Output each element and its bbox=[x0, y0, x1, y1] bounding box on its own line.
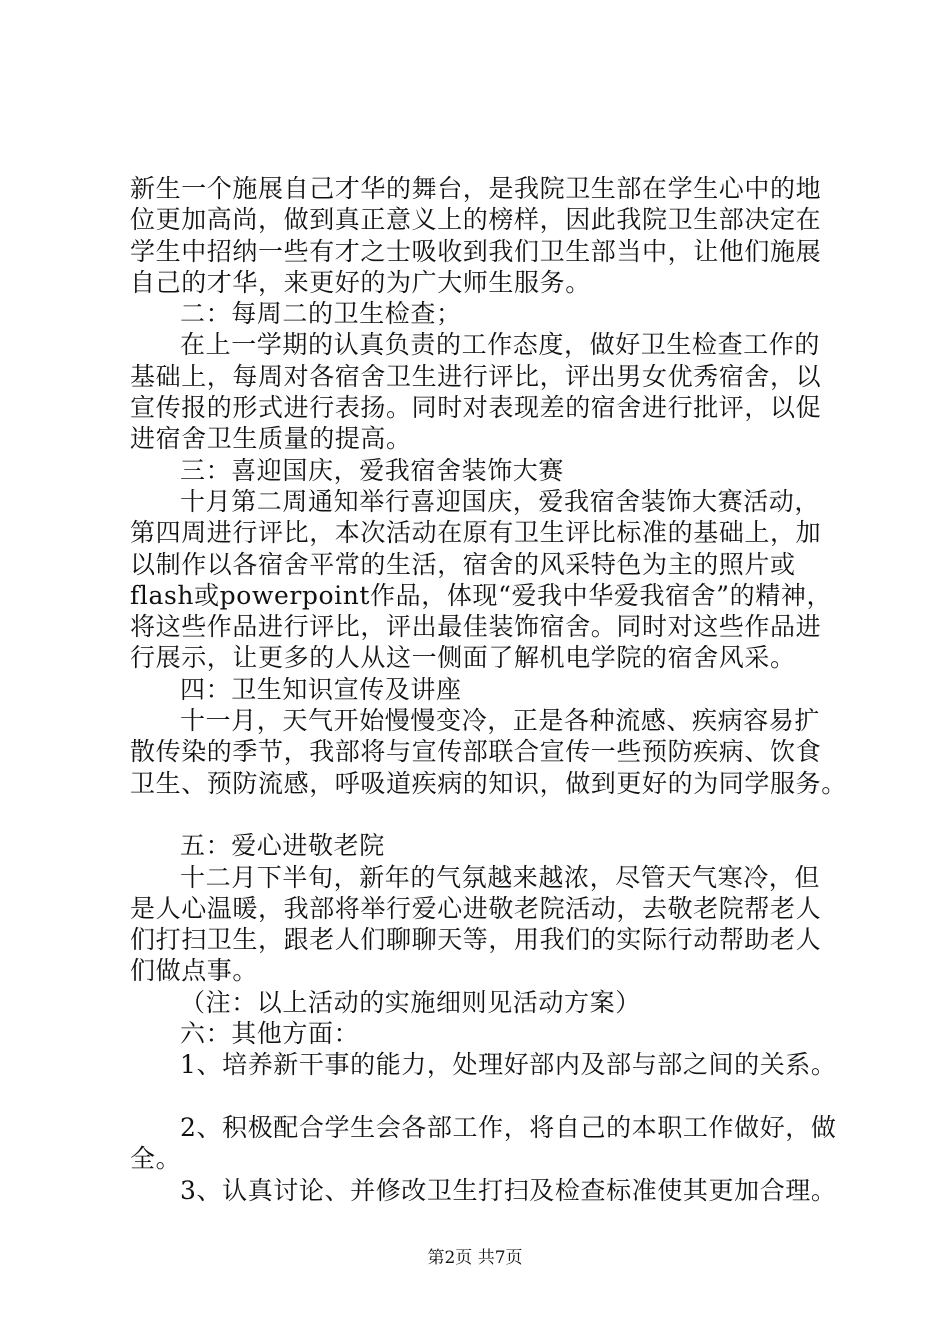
paragraph-line: 散传染的季节，我部将与宣传部联合宣传一些预防疾病、饮食 bbox=[130, 737, 822, 767]
paragraph-line: 行展示，让更多的人从这一侧面了解机电学院的宿舍风采。 bbox=[130, 643, 796, 673]
paragraph-line: 新生一个施展自己才华的舞台，是我院卫生部在学生心中的地 bbox=[130, 174, 822, 203]
note-line: （注：以上活动的实施细则见活动方案） bbox=[180, 987, 641, 1017]
list-item: 1、培养新干事的能力，处理好部内及部与部之间的关系。 bbox=[180, 1050, 837, 1080]
page-number-label: 第2页 共7页 bbox=[427, 1248, 523, 1268]
paragraph-line: 学生中招纳一些有才之士吸收到我们卫生部当中，让他们施展 bbox=[130, 236, 822, 266]
list-item: 3、认真讨论、并修改卫生打扫及检查标准使其更加合理。 bbox=[180, 1175, 837, 1205]
paragraph-line: 进宿舍卫生质量的提高。 bbox=[130, 424, 412, 454]
paragraph-line: 卫生、预防流感，呼吸道疾病的知识，做到更好的为同学服务。 bbox=[130, 768, 847, 798]
paragraph-line: 们做点事。 bbox=[130, 956, 259, 986]
paragraph-line: 将这些作品进行评比，评出最佳装饰宿舍。同时对这些作品进 bbox=[130, 612, 822, 642]
paragraph-line: 全。 bbox=[130, 1144, 182, 1174]
paragraph-line: 自己的才华，来更好的为广大师生服务。 bbox=[130, 267, 591, 297]
section-heading: 五：爱心进敬老院 bbox=[180, 831, 385, 861]
paragraph-line: 是人心温暖，我部将举行爱心进敬老院活动，去敬老院帮老人 bbox=[130, 893, 822, 923]
section-heading: 四：卫生知识宣传及讲座 bbox=[180, 674, 462, 704]
blank-line bbox=[130, 1081, 830, 1112]
paragraph-line: 位更加高尚，做到真正意义上的榜样，因此我院卫生部决定在 bbox=[130, 205, 822, 235]
paragraph-line: 第四周进行评比，本次活动在原有卫生评比标准的基础上，加 bbox=[130, 518, 822, 548]
page-footer bbox=[0, 1247, 950, 1269]
paragraph-line: 十一月，天气开始慢慢变冷，正是各种流感、疾病容易扩 bbox=[180, 706, 821, 736]
list-item: 2、积极配合学生会各部工作，将自己的本职工作做好，做 bbox=[180, 1112, 837, 1142]
paragraph-line: 宣传报的形式进行表扬。同时对表现差的宿舍进行批评，以促 bbox=[130, 393, 822, 423]
paragraph-line: 基础上，每周对各宿舍卫生进行评比，评出男女优秀宿舍，以 bbox=[130, 361, 822, 391]
paragraph-line: 们打扫卫生，跟老人们聊聊天等，用我们的实际行动帮助老人 bbox=[130, 925, 822, 955]
paragraph-line: 在上一学期的认真负责的工作态度，做好卫生检查工作的 bbox=[180, 330, 821, 360]
section-heading: 三：喜迎国庆，爱我宿舍装饰大赛 bbox=[180, 455, 565, 485]
section-heading: 二：每周二的卫生检查； bbox=[180, 299, 462, 329]
paragraph-line: flash或powerpoint作品，体现“爱我中华爱我宿舍”的精神， bbox=[130, 580, 833, 610]
document-body bbox=[130, 173, 847, 1206]
blank-line bbox=[130, 799, 830, 830]
section-heading: 六：其他方面： bbox=[180, 1019, 360, 1049]
paragraph-line: 十月第二周通知举行喜迎国庆，爱我宿舍装饰大赛活动， bbox=[180, 486, 821, 516]
paragraph-line: 以制作以各宿舍平常的生活，宿舍的风采特色为主的照片或 bbox=[130, 549, 796, 579]
paragraph-line: 十二月下半旬，新年的气氛越来越浓，尽管天气寒冷，但 bbox=[180, 862, 821, 892]
